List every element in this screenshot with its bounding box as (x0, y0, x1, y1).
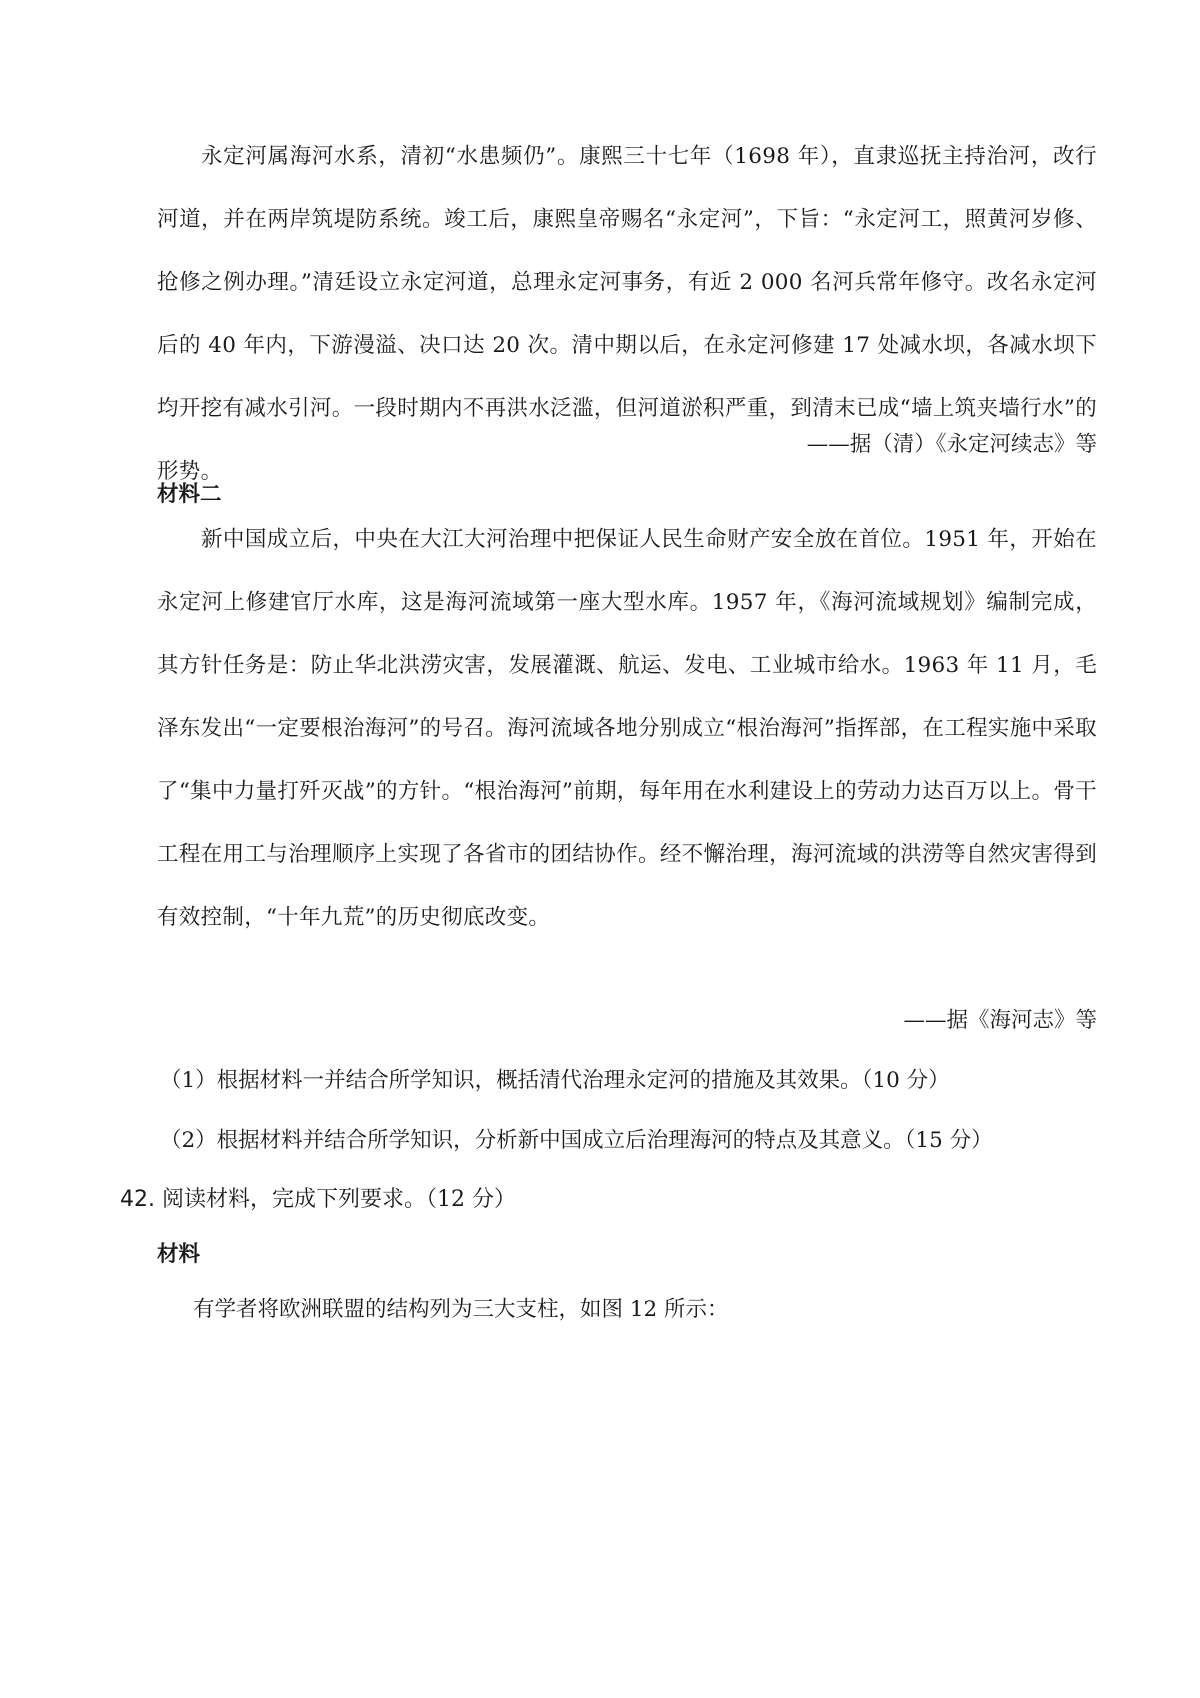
question-41-part-2: （2）根据材料并结合所学知识，分析新中国成立后治理海河的特点及其意义。（15 分） (160, 1128, 993, 1153)
question-42 (120, 1185, 516, 1215)
question-42-text: 阅读材料，完成下列要求。（12 分） (162, 1187, 516, 1212)
question-42-material-heading: 材料 (157, 1242, 201, 1267)
question-42-number: 42. (120, 1187, 155, 1212)
question-42-intro: 有学者将欧洲联盟的结构列为三大支柱，如图 12 所示： (193, 1297, 729, 1322)
material2-source: ——据《海河志》等 (903, 1008, 1097, 1033)
material2-heading: 材料二 (157, 482, 222, 507)
material1-paragraph: 永定河属海河水系，清初“水患频仍”。康熙三十七年（1698 年），直隶巡抚主持治河，改行河道，并在两岸筑堤防系统。竣工后，康熙皇帝赐名“永定河”，下旨：“永定河工，照黄河岁修、抢修之例办理。”清廷设立永定河道，总理永定河事务，有近 2 000 名河兵常年修守。改名永定河后的 40 年内，下游漫溢、决口达 20 次。清中期以后，在永定河修建 17 处减水坝，各减水坝下均开挖有减水引河。一段时期内不再洪水泛滥，但河道淤积严重，到清末已成“墙上筑夹墙行水”的形势。 (157, 144, 1097, 484)
material1-source: ——据（清）《永定河续志》等 (806, 432, 1097, 457)
material2-paragraph: 新中国成立后，中央在大江大河治理中把保证人民生命财产安全放在首位。1951 年，开始在永定河上修建官厅水库，这是海河流域第一座大型水库。1957 年，《海河流域规划》编制完成，其方针任务是：防止华北洪涝灾害，发展灌溉、航运、发电、工业城市给水。1963 年 11 月，毛泽东发出“一定要根治海河”的号召。海河流域各地分别成立“根治海河”指挥部，在工程实施中采取了“集中力量打歼灭战”的方针。“根治海河”前期，每年用在水利建设上的劳动力达百万以上。骨干工程在用工与治理顺序上实现了各省市的团结协作。经不懈治理，海河流域的洪涝等自然灾害得到有效控制，“十年九荒”的历史彻底改变。 (157, 527, 1097, 930)
question-41-part-1: （1）根据材料一并结合所学知识，概括清代治理永定河的措施及其效果。（10 分） (160, 1068, 950, 1093)
